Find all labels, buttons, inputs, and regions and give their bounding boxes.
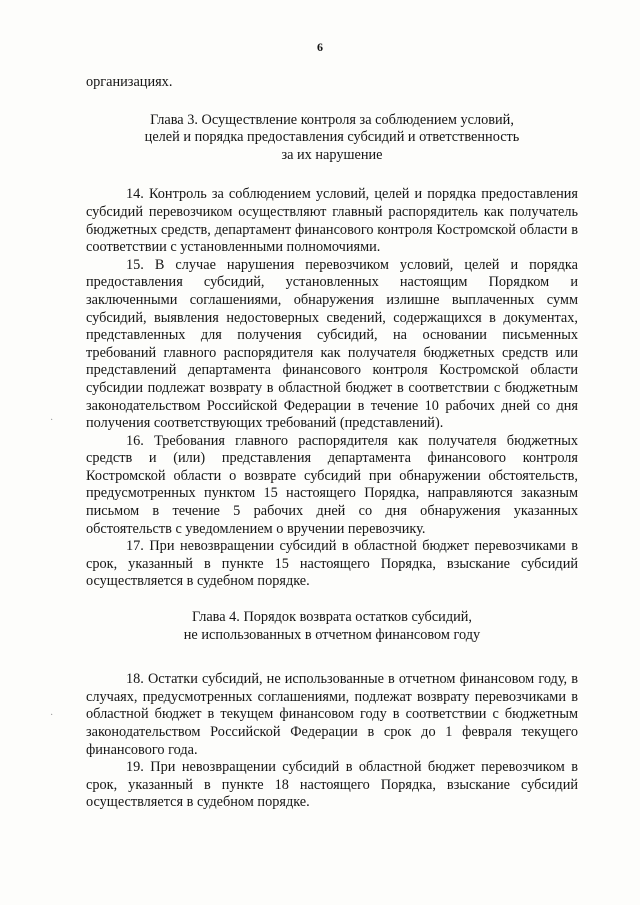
paragraph-17: 17. При невозвращении субсидий в областной бюджет перевозчиками в срок, указанный в пункте 15 настоящего Порядка, взыскание субсидий осуществляется в судебном порядке.	[86, 538, 578, 590]
paragraph-18: 18. Остатки субсидий, не использованные в отчетном финансовом году, в случаях, предусмотренных соглашениями, подлежат возврату перевозчиками в областной бюджет в текущем финансовом году в соответствии с бюджетным законодательством Российской Федерации в срок до 1 февраля текущего финансового года.	[86, 671, 578, 758]
scan-speck: ·	[50, 710, 54, 721]
chapter-3-heading	[86, 112, 578, 165]
document-body	[86, 74, 578, 812]
chapter-3-heading-line-3: за их нарушение	[281, 146, 383, 163]
paragraph-14: 14. Контроль за соблюдением условий, целей и порядка предоставления субсидий перевозчиком осуществляют главный распорядитель как получатель бюджетных средств, департамент финансового контроля Костромской области в соответствии с установленными полномочиями.	[86, 186, 578, 256]
chapter-3-heading-line-1: Глава 3. Осуществление контроля за соблюдением условий,	[150, 111, 514, 128]
intro-tail: организациях.	[86, 74, 173, 90]
page-number: 6	[317, 40, 323, 54]
chapter-4-heading	[86, 609, 578, 644]
spacer	[86, 164, 578, 186]
spacer	[86, 644, 578, 671]
spacer	[86, 92, 578, 112]
scan-speck: ·	[50, 415, 54, 426]
chapter-3-heading-line-2: целей и порядка предоставления субсидий и ответственность	[144, 129, 520, 146]
paragraph-15: 15. В случае нарушения перевозчиком условий, целей и порядка предоставления субсидий, установленных настоящим Порядком и заключенными соглашениями, обнаружения излишне выплаченных сумм субсидий, выявления недостоверных сведений, содержащихся в документах, представленных для получения субсидий, на основании письменных требований главного распорядителя как получателя бюджетных средств или представлений департамента финансового контроля Костромской области субсидии подлежат возврату в областной бюджет в соответствии с бюджетным законодательством Российской Федерации в течение 10 рабочих дней со дня получения соответствующих требований (представлений).	[86, 256, 578, 432]
chapter-4-heading-line-1: Глава 4. Порядок возврата остатков субсидий,	[192, 609, 472, 626]
chapter-4-heading-line-2: не использованных в отчетном финансовом году	[183, 626, 481, 643]
paragraph-16: 16. Требования главного распорядителя как получателя бюджетных средств и (или) представления департамента финансового контроля Костромской области о возврате субсидий при обнаружении обстоятельств, предусмотренных пунктом 15 настоящего Порядка, направляются заказным письмом в течение 5 рабочих дней со дня обнаружения указанных обстоятельств с уведомлением о вручении перевозчику.	[86, 432, 578, 537]
spacer	[86, 591, 578, 609]
paragraph-19: 19. При невозвращении субсидий в областной бюджет перевозчиком в срок, указанный в пункте 18 настоящего Порядка, взыскание субсидий осуществляется в судебном порядке.	[86, 759, 578, 811]
